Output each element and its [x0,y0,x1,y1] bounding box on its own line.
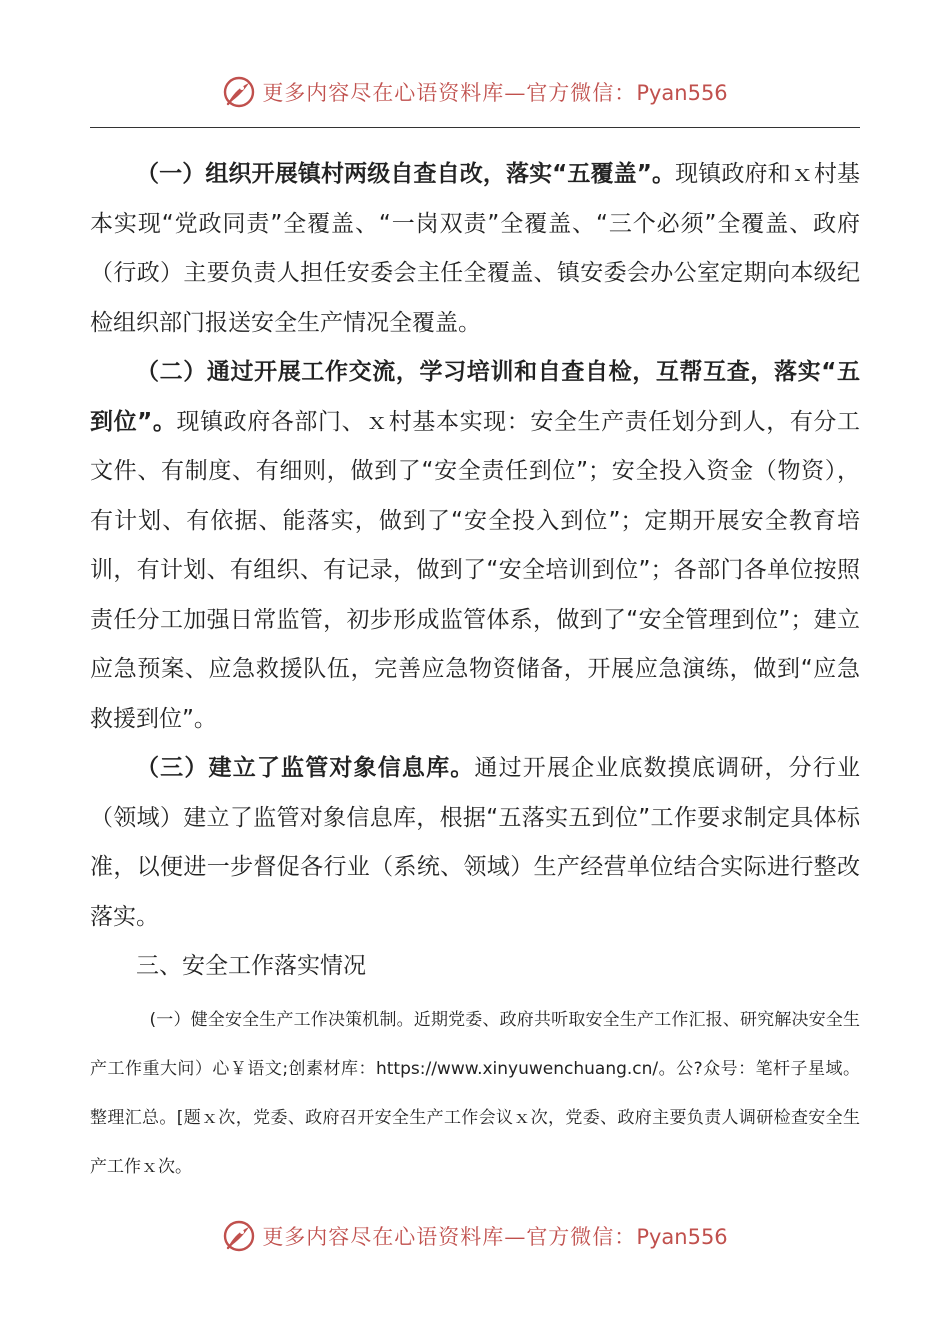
document-body [90,150,860,1192]
footer-banner-main: 更多内容尽在心语资料库 [262,1225,505,1249]
header-banner [0,70,950,114]
header-divider [90,127,860,128]
footer-banner [0,1214,950,1258]
paragraph-1-heading: （一）组织开展镇村两级自查自改，落实“五覆盖”。 [136,161,676,187]
paragraph-2-text: 现镇政府各部门、ｘ村基本实现：安全生产责任划分到人，有分工文件、有制度、有细则，做到了“安全责任到位”；安全投入资金（物资），有计划、有依据、能落实，做到了“安全投入到位”；定期开展安全教育培训，有计划、有组织、有记录，做到了“安全培训到位”；各部门各单位按照责任分工加强日常监管，初步形成监管体系，做到了“安全管理到位”；建立应急预案、应急救援队伍，完善应急物资储备，开展应急演练，做到“应急救援到位”。 [90,408,860,732]
footer-banner-text [262,1221,727,1251]
paragraph-1-text: 现镇政府和ｘ村基本实现“党政同责”全覆盖、“一岗双责”全覆盖、“三个必须”全覆盖、政府（行政）主要负责人担任安委会主任全覆盖、镇安委会办公室定期向本级纪检组织部门报送安全生产情况全覆盖。 [90,161,861,336]
header-banner-text [262,77,727,107]
header-banner-wechat: 官方微信： [526,81,637,105]
header-banner-dash: — [504,81,527,105]
paragraph-3-heading: （三）建立了监管对象信息库。 [136,755,475,781]
paragraph-2-heading: （二）通过开展工作交流，学习培训和自查自检，互帮互查，落实“五到位”。 [90,359,860,435]
section-title: 三、安全工作落实情况 [136,953,366,979]
footer-banner-code: Pyan556 [636,1225,728,1249]
paragraph-1 [90,150,860,348]
footer-banner-wechat: 官方微信： [526,1225,637,1249]
header-banner-code: Pyan556 [636,81,728,105]
header-banner-main: 更多内容尽在心语资料库 [262,81,505,105]
pen-nib-logo-icon [222,75,256,109]
paragraph-2 [90,348,860,744]
pen-nib-logo-icon [222,1219,256,1253]
paragraph-3-text: 通过开展企业底数摸底调研，分行业（领域）建立了监管对象信息库，根据“五落实五到位”工作要求制定具体标准，以便进一步督促各行业（系统、领域）生产经营单位结合实际进行整改落实。 [90,755,861,930]
paragraph-3 [90,744,860,942]
paragraph-4: (一）健全安全生产工作决策机制。近期党委、政府共听取安全生产工作汇报、研究解决安全生产工作重大问）心￥语文;创素材库：https://www.xinyuwenchuang.cn/。公?众号：笔杆子星域。整理汇总。[题ｘ次，党委、政府召开安全生产工作会议ｘ次，党委、政府主要负责人调研检查安全生产工作ｘ次。 [90,1009,860,1177]
footer-banner-dash: — [504,1225,527,1249]
